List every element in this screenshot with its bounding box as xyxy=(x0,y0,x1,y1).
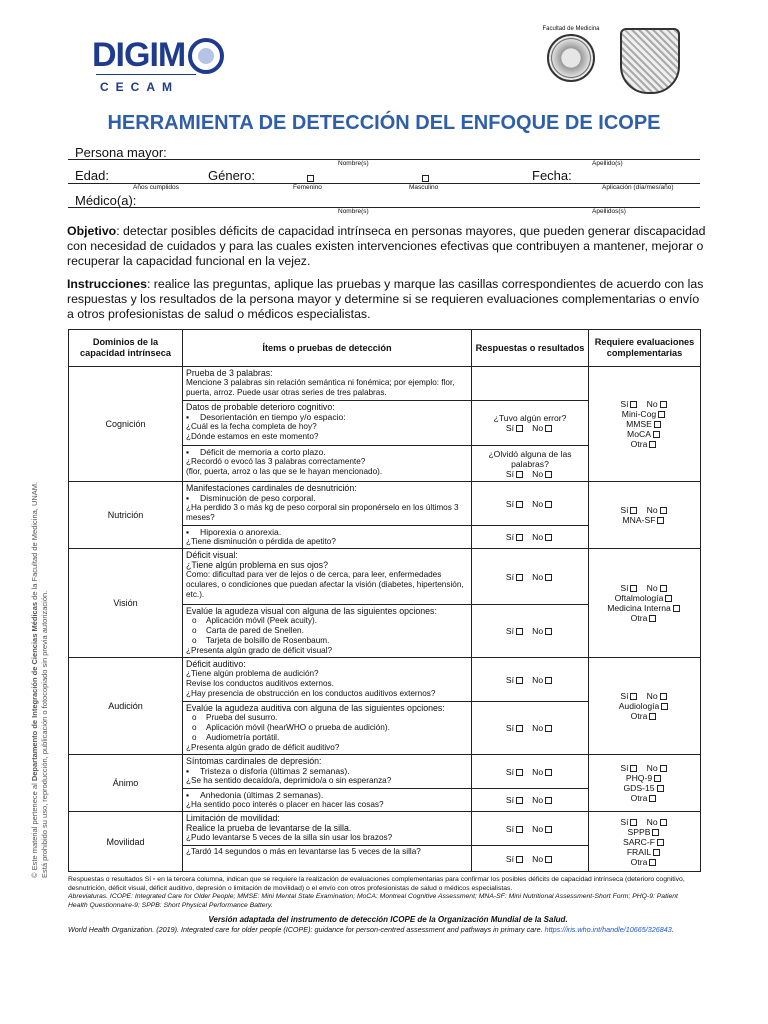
nut-head: Manifestaciones cardinales de desnutrición: xyxy=(186,483,357,493)
bullet-icon: ▪ xyxy=(186,493,190,503)
no-label: No xyxy=(532,626,544,636)
mov-eval xyxy=(589,812,701,872)
mov-head: Limitación de movilidad: xyxy=(186,813,280,823)
no-label: No xyxy=(646,763,658,773)
masculino-checkbox[interactable] xyxy=(422,175,429,182)
eval-otra: Otra xyxy=(630,856,648,867)
no-label: No xyxy=(646,583,658,593)
si-checkbox[interactable] xyxy=(630,507,637,514)
si-label: Sí xyxy=(620,763,629,773)
aud-opt-1: Prueba del susurro. xyxy=(206,713,278,722)
nut-q1: ¿Ha perdido 3 o más kg de peso corporal sin proponérselo en los últimos 3 meses? xyxy=(186,503,459,522)
apellidos-hint: Apellido(s) xyxy=(592,160,623,167)
side-text-line2: Está prohibido su uso, reproducción, publicación o fotocopiado sin previa autorización. xyxy=(40,590,49,878)
aud-eval xyxy=(589,658,701,755)
nut-b2: Hiporexia o anorexia. xyxy=(200,527,282,537)
cog-r2-resp: ¿Tuvo algún error? xyxy=(493,413,567,423)
circle-bullet-icon: o xyxy=(192,713,197,722)
si-checkbox[interactable] xyxy=(516,628,523,635)
audiologia-checkbox[interactable] xyxy=(661,703,668,710)
vis-q1-text: Como: dificultad para ver de lejos o de cerca, para leer, enfermedades oculares, o condiciones que puedan afectar la visión (diabetes, hipertensión, etc.). xyxy=(186,570,464,599)
eval-minicog: Mini-Cog xyxy=(621,409,657,419)
si-label: Sí xyxy=(505,498,514,509)
bullet-icon: ▪ xyxy=(186,766,190,776)
no-checkbox[interactable] xyxy=(545,677,552,684)
femenino-checkbox[interactable] xyxy=(307,175,314,182)
frail-checkbox[interactable] xyxy=(653,849,660,856)
femenino-hint: Femenino xyxy=(293,184,322,191)
cog-r3-bullet: Déficit de memoria a corto plazo. xyxy=(200,447,326,457)
aud-head2: Evalúe la agudeza auditiva con alguna de las siguientes opciones: xyxy=(186,703,445,713)
eval-moca: MoCA xyxy=(627,429,651,439)
objetivo-text: : detectar posibles déficits de capacidad intrínseca en personas mayores, que pueden generar discapacidad con necesidad de cuidados y para las cuales existen intervenciones efectivas que contribuyen a mantener, mejorar o recuperar la capacidad funcional en la vejez. xyxy=(67,224,706,268)
cog-r1-text: Mencione 3 palabras sin relación semántica ni fonémica; por ejemplo: flor, puerta, arroz. Puede usar otras series de tres palabras. xyxy=(186,378,455,397)
aud-q1c: ¿Hay presencia de obstrucción en los conductos auditivos externos? xyxy=(186,689,436,698)
eval-sarcf: SARC-F xyxy=(623,836,655,847)
legend-line-2: Abreviaturas. ICOPE: Integrated Care for Older People; MMSE: Mini Mental State Examination; MoCA: Montreal Cognitive Assessment; MNA-SF: Mini Nutritional Assessment-Short Form; PHQ-9: Patient Health Questionnaire-9; SPPB: Short Physical Performance Battery. xyxy=(68,893,678,909)
cog-r2-q1: ¿Cuál es la fecha completa de hoy? xyxy=(186,422,317,431)
aud-head: Déficit auditivo: xyxy=(186,659,246,669)
aud-resp-1 xyxy=(472,658,589,702)
ani-q2: ¿Ha sentido poco interés o placer en hacer las cosas? xyxy=(186,800,384,809)
no-checkbox[interactable] xyxy=(660,765,667,772)
si-checkbox[interactable] xyxy=(516,501,523,508)
instrucciones-paragraph xyxy=(67,277,707,322)
vis-resp-1 xyxy=(472,549,589,605)
cog-resp-1 xyxy=(472,367,589,401)
cog-resp-2 xyxy=(472,401,589,446)
eval-audiologia: Audiología xyxy=(618,701,660,711)
edad-label: Edad: xyxy=(75,168,109,183)
no-checkbox[interactable] xyxy=(660,693,667,700)
aud-opt-3: Audiometría portátil. xyxy=(206,733,280,742)
no-label: No xyxy=(646,691,658,701)
aud-opt-2: Aplicación móvil (hearWHO o prueba de audición). xyxy=(206,723,390,732)
domain-nutricion: Nutrición xyxy=(69,482,183,549)
no-checkbox[interactable] xyxy=(545,856,552,863)
no-label: No xyxy=(532,498,544,509)
otra-checkbox[interactable] xyxy=(649,713,656,720)
copyright-note xyxy=(30,358,50,878)
medico-label: Médico(a): xyxy=(75,193,137,208)
header-items: Ítems o pruebas de detección xyxy=(183,330,472,367)
cog-item-1 xyxy=(183,367,472,401)
eval-medicina-interna: Medicina Interna xyxy=(607,603,671,613)
circle-bullet-icon: o xyxy=(192,626,197,635)
aplicacion-hint: Aplicación (día/mes/año) xyxy=(602,184,674,191)
si-label: Sí xyxy=(505,795,514,805)
si-label: Sí xyxy=(505,423,514,433)
aud-q2: ¿Presenta algún grado de déficit auditivo? xyxy=(186,743,340,752)
side-bold: Departamento de Integración de Ciencias Médicas xyxy=(30,601,39,782)
no-label: No xyxy=(532,571,544,582)
no-checkbox[interactable] xyxy=(545,797,552,804)
no-checkbox[interactable] xyxy=(660,585,667,592)
eval-otra: Otra xyxy=(630,613,648,623)
si-checkbox[interactable] xyxy=(516,769,523,776)
citation-text: World Health Organization. (2019). Integrated care for older people (ICOPE): guidance for person-centred assessment and pathways in primary care. xyxy=(68,925,543,934)
si-label: Sí xyxy=(505,532,514,542)
no-label: No xyxy=(532,423,544,433)
no-checkbox[interactable] xyxy=(545,534,552,541)
cog-item-2 xyxy=(183,401,472,446)
otra-checkbox[interactable] xyxy=(649,859,656,866)
vis-q2: ¿Presenta algún grado de déficit visual? xyxy=(186,646,333,655)
moca-checkbox[interactable] xyxy=(653,431,660,438)
who-link[interactable]: https://iris.who.int/handle/10665/326843 xyxy=(544,925,672,934)
fecha-label: Fecha: xyxy=(532,168,572,183)
nut-resp-1 xyxy=(472,482,589,526)
nut-item-1 xyxy=(183,482,472,526)
si-label: Sí xyxy=(505,571,514,582)
ani-item-2 xyxy=(183,789,472,812)
sppb-checkbox[interactable] xyxy=(652,829,659,836)
cog-r1-head: Prueba de 3 palabras: xyxy=(186,368,273,378)
no-checkbox[interactable] xyxy=(660,819,667,826)
apellidos2-hint: Apellidos(s) xyxy=(592,208,626,215)
si-label: Sí xyxy=(620,816,629,827)
ani-resp-2 xyxy=(472,789,589,812)
cog-resp-3 xyxy=(472,446,589,482)
no-label: No xyxy=(532,766,544,777)
instrucciones-label: Instrucciones xyxy=(67,277,147,291)
no-label: No xyxy=(646,505,658,515)
mov-resp-1 xyxy=(472,812,589,846)
ani-b1: Tristeza o disforia (últimas 2 semanas). xyxy=(200,766,350,776)
vis-eval xyxy=(589,549,701,658)
ani-head: Síntomas cardinales de depresión: xyxy=(186,756,322,766)
masculino-hint: Masculino xyxy=(409,184,439,191)
nut-item-2 xyxy=(183,526,472,549)
nombres-hint: Nombre(s) xyxy=(338,160,369,167)
circle-bullet-icon: o xyxy=(192,733,197,742)
no-checkbox[interactable] xyxy=(545,826,552,833)
nut-q2: ¿Tiene disminución o pérdida de apetito? xyxy=(186,537,336,546)
eval-mnasf: MNA-SF xyxy=(622,515,656,525)
no-label: No xyxy=(532,795,544,805)
legend-line-1: Respuestas o resultados Sí ▫ en la tercera columna, indican que se requiere la realización de evaluaciones complementarias para confirmar los posibles déficits de capacidad intrínseca (deterioro cognitivo, desnutrición, déficit visual, déficit auditivo, depresión o limitación de movilidad) o el envío con otros profesionistas de salud o médicos especialistas. xyxy=(68,876,685,892)
anios-hint: Años cumplidos xyxy=(133,184,179,191)
eval-otra: Otra xyxy=(630,439,648,449)
persona-label: Persona mayor: xyxy=(75,145,167,160)
si-label: Sí xyxy=(505,766,514,777)
vis-opt-2: Carta de pared de Snellen. xyxy=(206,626,304,635)
no-checkbox[interactable] xyxy=(545,628,552,635)
cog-item-3 xyxy=(183,446,472,482)
no-checkbox[interactable] xyxy=(545,425,552,432)
si-checkbox[interactable] xyxy=(516,826,523,833)
otra-checkbox[interactable] xyxy=(649,795,656,802)
cog-r2-bullet: Desorientación en tiempo y/o espacio: xyxy=(200,412,346,422)
no-checkbox[interactable] xyxy=(545,769,552,776)
cog-r2-head: Datos de probable deterioro cognitivo: xyxy=(186,402,335,412)
si-label: Sí xyxy=(505,674,514,685)
cog-r3-q1: ¿Recordó o evocó las 3 palabras correctamente? xyxy=(186,457,366,466)
side-text-1: © Este material pertenece al xyxy=(30,781,39,878)
nut-resp-2 xyxy=(472,526,589,549)
icope-table xyxy=(68,329,701,872)
domain-animo: Ánimo xyxy=(69,755,183,812)
no-label: No xyxy=(646,399,658,409)
bullet-icon: ▪ xyxy=(186,412,190,422)
vis-opt-3: Tarjeta de bolsillo de Rosenbaum. xyxy=(206,636,330,645)
phq9-checkbox[interactable] xyxy=(654,775,661,782)
digim-logo xyxy=(92,36,232,92)
faculty-seal xyxy=(540,26,602,82)
logo-rule xyxy=(96,74,196,79)
si-checkbox[interactable] xyxy=(516,797,523,804)
cog-r3-q2: (flor, puerta, arroz o las que se le hayan mencionado). xyxy=(186,467,383,476)
si-checkbox[interactable] xyxy=(516,856,523,863)
no-label: No xyxy=(532,723,544,733)
vis-item-2 xyxy=(183,605,472,658)
mov-item-2 xyxy=(183,846,472,872)
si-checkbox[interactable] xyxy=(630,585,637,592)
si-label: Sí xyxy=(620,583,629,593)
si-checkbox[interactable] xyxy=(516,534,523,541)
mov-q2: ¿Tardó 14 segundos o más en levantarse las 5 veces de la silla? xyxy=(186,847,421,856)
table-legend xyxy=(68,876,698,910)
si-label: Sí xyxy=(505,626,514,636)
si-label: Sí xyxy=(620,399,629,409)
aud-item-2 xyxy=(183,702,472,755)
vis-q1: ¿Tiene algún problema en sus ojos? xyxy=(186,560,328,570)
mov-sub: Realice la prueba de levantarse de la silla. xyxy=(186,823,352,833)
bullet-icon: ▪ xyxy=(186,527,190,537)
aud-resp-2 xyxy=(472,702,589,755)
eval-gds15: GDS-15 xyxy=(623,783,655,793)
si-checkbox[interactable] xyxy=(630,765,637,772)
sarcf-checkbox[interactable] xyxy=(657,839,664,846)
si-label: Sí xyxy=(505,823,514,834)
aud-item-1 xyxy=(183,658,472,702)
si-checkbox[interactable] xyxy=(630,693,637,700)
ani-resp-1 xyxy=(472,755,589,789)
mnasf-checkbox[interactable] xyxy=(657,517,664,524)
no-label: No xyxy=(532,674,544,685)
minicog-checkbox[interactable] xyxy=(658,411,665,418)
no-checkbox[interactable] xyxy=(660,401,667,408)
no-label: No xyxy=(532,823,544,834)
mmse-checkbox[interactable] xyxy=(654,421,661,428)
gds15-checkbox[interactable] xyxy=(657,785,664,792)
no-checkbox[interactable] xyxy=(660,507,667,514)
si-checkbox[interactable] xyxy=(516,677,523,684)
si-checkbox[interactable] xyxy=(516,725,523,732)
ani-q1: ¿Se ha sentido decaído/a, deprimido/a o sin esperanza? xyxy=(186,776,392,785)
aud-q1: ¿Tiene algún problema de audición? xyxy=(186,669,319,678)
footer-citation: World Health Organization. (2019). Integrated care for older people (ICOPE): guidance for person-centred assessment and pathways in primary care. https://iris.who.int/handle/10665/326843. xyxy=(68,925,674,934)
eval-sppb: SPPB xyxy=(627,826,651,837)
cog-r2-q2: ¿Dónde estamos en este momento? xyxy=(186,432,319,441)
objetivo-label: Objetivo xyxy=(67,224,117,238)
no-label: No xyxy=(532,853,544,864)
vis-head2: Evalúe la agudeza visual con alguna de las siguientes opciones: xyxy=(186,606,437,616)
si-label: Sí xyxy=(505,723,514,733)
mov-item-1 xyxy=(183,812,472,846)
cog-r3-resp: ¿Olvidó alguna de las palabras? xyxy=(488,448,572,469)
mov-q1: ¿Pudo levantarse 5 veces de la silla sin usar los brazos? xyxy=(186,833,393,842)
domain-audicion: Audición xyxy=(69,658,183,755)
no-checkbox[interactable] xyxy=(545,471,552,478)
eval-mmse: MMSE xyxy=(626,419,652,429)
mov-resp-2 xyxy=(472,846,589,872)
nombres2-hint: Nombre(s) xyxy=(338,208,369,215)
si-label: Sí xyxy=(505,468,514,479)
eval-oftalmologia: Oftalmología xyxy=(614,593,664,603)
faculty-label: Facultad de Medicina xyxy=(542,26,600,32)
no-checkbox[interactable] xyxy=(545,574,552,581)
bullet-icon: ▪ xyxy=(186,790,190,800)
no-checkbox[interactable] xyxy=(545,501,552,508)
instrucciones-text: : realice las preguntas, aplique las pruebas y marque las casillas correspondientes de acuerdo con las respuestas y los resultados de la persona mayor y determine si se requieren evaluaciones complementarias o envío a otros profesionistas de salud o médicos especialistas. xyxy=(67,277,704,321)
si-checkbox[interactable] xyxy=(516,471,523,478)
ani-eval xyxy=(589,755,701,812)
otra-checkbox[interactable] xyxy=(649,615,656,622)
page-title: HERRAMIENTA DE DETECCIÓN DEL ENFOQUE DE ICOPE xyxy=(107,112,661,134)
vis-item-1 xyxy=(183,549,472,605)
cog-eval xyxy=(589,367,701,482)
no-label: No xyxy=(532,532,544,542)
nut-b1: Disminución de peso corporal. xyxy=(200,493,316,503)
si-label: Sí xyxy=(620,505,629,515)
si-checkbox[interactable] xyxy=(630,401,637,408)
ani-item-1 xyxy=(183,755,472,789)
logo-text: DIGIM xyxy=(92,36,186,74)
circle-bullet-icon: o xyxy=(192,723,197,732)
header-requiere: Requiere evaluaciones complementarias xyxy=(589,330,701,367)
aud-q1b: Revise los conductos auditivos externos. xyxy=(186,679,334,688)
no-label: No xyxy=(646,816,658,827)
si-checkbox[interactable] xyxy=(516,425,523,432)
medicina-interna-checkbox[interactable] xyxy=(673,605,680,612)
footer-version: Versión adaptada del instrumento de detección ICOPE de la Organización Mundial de la Salud. xyxy=(208,915,568,924)
logo-subtext: CECAM xyxy=(100,80,179,94)
circle-bullet-icon: o xyxy=(192,616,197,625)
si-checkbox[interactable] xyxy=(516,574,523,581)
vis-resp-2 xyxy=(472,605,589,658)
no-checkbox[interactable] xyxy=(545,725,552,732)
si-checkbox[interactable] xyxy=(630,819,637,826)
no-label: No xyxy=(532,468,544,479)
header-respuestas: Respuestas o resultados xyxy=(472,330,589,367)
domain-cognicion: Cognición xyxy=(69,367,183,482)
eval-frail: FRAIL xyxy=(626,846,652,857)
otra-checkbox[interactable] xyxy=(649,441,656,448)
bullet-icon: ▪ xyxy=(186,447,190,457)
eval-otra: Otra xyxy=(630,793,648,803)
si-label: Sí xyxy=(505,853,514,864)
si-label: Sí xyxy=(620,691,629,701)
domain-movilidad: Movilidad xyxy=(69,812,183,872)
oftalmologia-checkbox[interactable] xyxy=(665,595,672,602)
circle-bullet-icon: o xyxy=(192,636,197,645)
ani-b2: Anhedonia (últimas 2 semanas). xyxy=(200,790,324,800)
vis-opt-1: Aplicación móvil (Peek acuity). xyxy=(206,616,318,625)
genero-label: Género: xyxy=(208,168,255,183)
logo-globe-icon xyxy=(188,38,224,74)
faculty-seal-icon xyxy=(547,34,595,82)
side-text-2: de la Facultad de Medicina, UNAM. xyxy=(30,481,39,602)
eval-phq9: PHQ-9 xyxy=(625,773,653,783)
domain-vision: Visión xyxy=(69,549,183,658)
header-dominios: Dominios de la capacidad intrínseca xyxy=(69,330,183,367)
nut-eval xyxy=(589,482,701,549)
eval-otra: Otra xyxy=(630,711,648,721)
unam-shield-icon xyxy=(620,28,680,94)
vis-head: Déficit visual: xyxy=(186,550,238,560)
objetivo-paragraph xyxy=(67,224,707,269)
